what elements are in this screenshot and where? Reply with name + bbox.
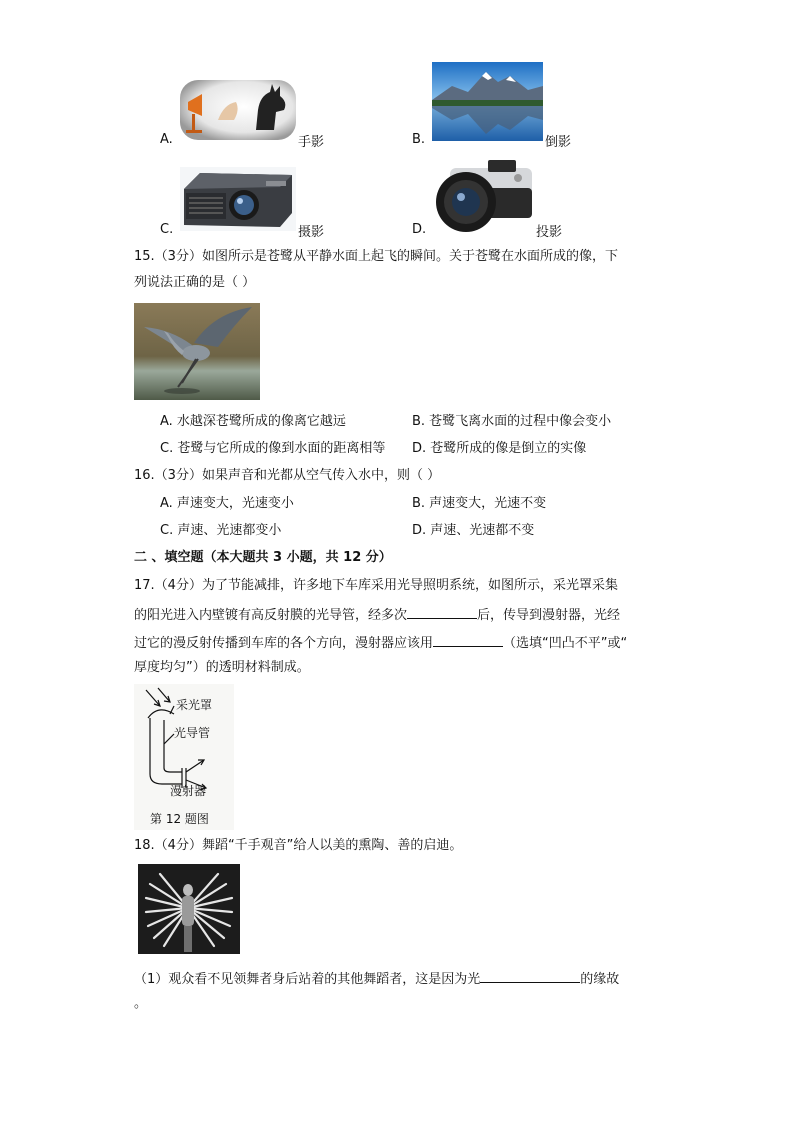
label-collector: 采光罩 xyxy=(176,698,213,712)
option-a-letter: A. xyxy=(160,132,173,147)
projector-image xyxy=(180,167,296,231)
q15-stem-line2: 列说法正确的是（ ） xyxy=(134,275,256,290)
q17-stem-line1: 17.（4分）为了节能减排，许多地下车库采用光导照明系统，如图所示，采光罩采集 xyxy=(134,578,618,593)
q17-blank-2[interactable] xyxy=(433,632,503,647)
q17-line3-before-blank: 过它的漫反射传播到车库的各个方向，漫射器应该用 xyxy=(134,636,434,651)
q17-line3-after-blank: （选填“凹凸不平”或“ xyxy=(503,636,628,651)
q15-option-a: A. 水越深苍鹭所成的像离它越远 xyxy=(160,414,346,429)
q16-option-b: B. 声速变大，光速不变 xyxy=(412,496,547,511)
label-pipe: 光导管 xyxy=(174,726,211,740)
option-a-caption: 手影 xyxy=(298,135,325,150)
light-guide-diagram xyxy=(134,684,234,830)
q16-stem: 16.（3分）如果声音和光都从空气传入水中，则（ ） xyxy=(134,468,441,483)
option-d-caption: 投影 xyxy=(536,225,563,240)
section-title: 二 、填空题（本大题共 3 小题，共 12 分） xyxy=(134,550,392,565)
q15-option-c: C. 苍鹭与它所成的像到水面的距离相等 xyxy=(160,441,386,456)
q15-option-d: D. 苍鹭所成的像是倒立的实像 xyxy=(412,441,587,456)
q18-sub1-after-blank: 的缘故 xyxy=(580,972,620,987)
q15-option-b: B. 苍鹭飞离水面的过程中像会变小 xyxy=(412,414,612,429)
q18-sub1-before-blank: （1）观众看不见领舞者身后站着的其他舞蹈者，这是因为光 xyxy=(134,972,481,987)
option-b-caption: 倒影 xyxy=(545,135,572,150)
q17-line2-after-blank: 后，传导到漫射器，光经 xyxy=(477,608,621,623)
q15-stem-line1: 15.（3分）如图所示是苍鹭从平静水面上起飞的瞬间。关于苍鹭在水面所成的像，下 xyxy=(134,249,618,264)
hand-shadow-image xyxy=(180,80,296,140)
q17-stem-line4: 厚度均匀”）的透明材料制成。 xyxy=(134,660,310,675)
option-c-caption: 摄影 xyxy=(298,225,325,240)
label-diffuser: 漫射器 xyxy=(170,784,207,798)
q17-line2-before-blank: 的阳光进入内壁镀有高反射膜的光导管，经多次 xyxy=(134,608,408,623)
q18-sub1 xyxy=(134,968,619,990)
option-d-letter: D. xyxy=(412,222,427,237)
q17-blank-1[interactable] xyxy=(407,604,477,619)
q17-stem-line2 xyxy=(134,604,620,626)
q16-option-c: C. 声速、光速都变小 xyxy=(160,523,282,538)
q18-sub1-end: 。 xyxy=(134,996,148,1011)
q17-stem-line3 xyxy=(134,632,627,654)
heron-image xyxy=(134,303,260,400)
q16-option-a: A. 声速变大，光速变小 xyxy=(160,496,294,511)
q16-option-d: D. 声速、光速都不变 xyxy=(412,523,535,538)
option-b-letter: B. xyxy=(412,132,426,147)
thousand-hand-dance-image xyxy=(138,864,240,954)
camera-image xyxy=(432,158,534,234)
q18-blank-1[interactable] xyxy=(480,968,580,983)
figure-caption: 第 12 题图 xyxy=(150,812,209,826)
q18-stem: 18.（4分）舞蹈“千手观音”给人以美的熏陶、善的启迪。 xyxy=(134,838,463,853)
mountain-reflection-image xyxy=(432,62,543,141)
option-c-letter: C. xyxy=(160,222,174,237)
